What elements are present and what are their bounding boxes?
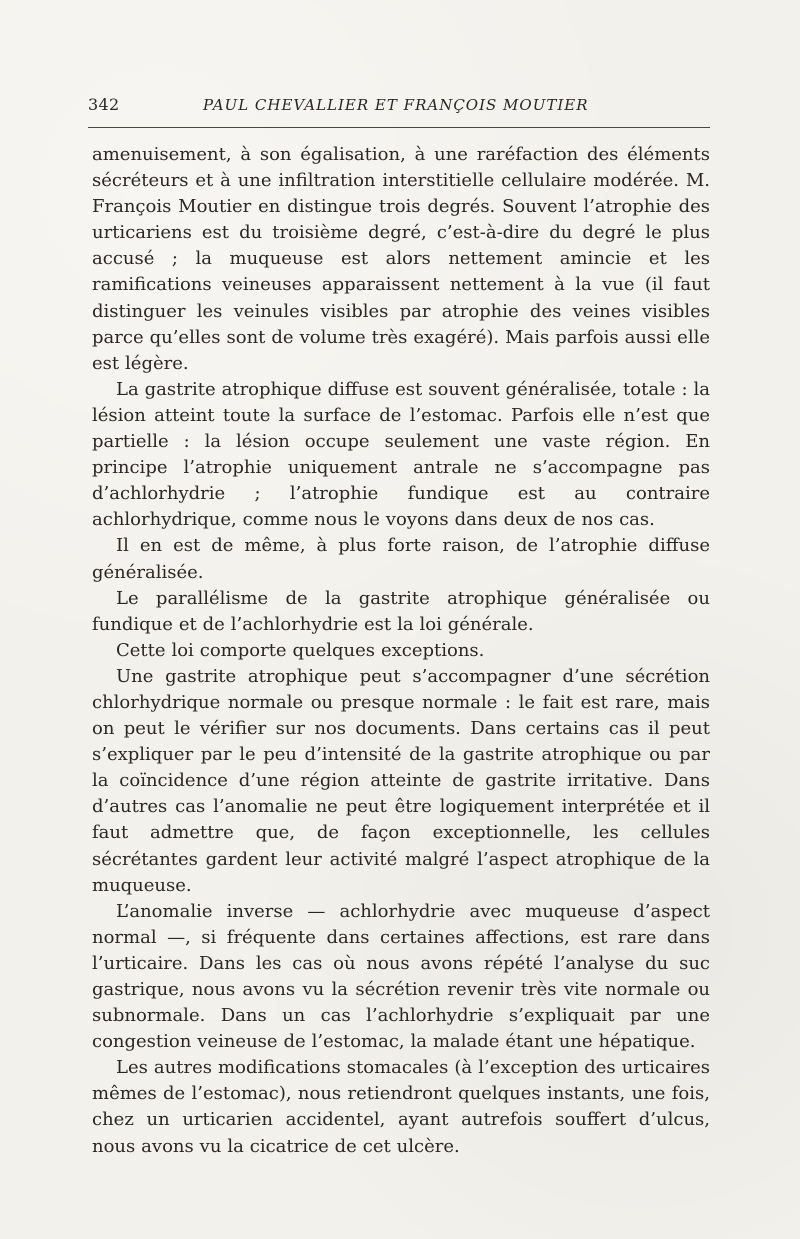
page-header: [88, 96, 710, 132]
page-number: 342: [88, 95, 120, 114]
paragraph-exceptions: Cette loi comporte quelques exceptions.: [116, 639, 485, 661]
paragraph-continuation: amenuisement, à son égalisation, à une raréfaction des éléments sécréteurs et à une infiltration interstitielle cellulaire modérée. M. François Moutier en distingue trois degrés. Souvent l’atrophie des urticariens est du troisième degré, c’est-à-dire du degré le plus accusé ; la muqueuse est alors nettement amincie et les ramifications veineuses apparaissent nettement à la vue (il faut distinguer les veinules visibles par atrophie des veines visibles parce qu’elles sont de volume très exagéré). Mais parfois aussi elle est légère.: [92, 144, 710, 374]
header-divider: [88, 127, 710, 128]
paragraph-other-modifications: Les autres modifications stomacales (à l’exception des urticaires mêmes de l’estomac), nous retiendront quelques instants, une fois, chez un urticarien accidentel, ayant autrefois souffert d’ulcus, nous avons vu la cicatrice de cet ulcère.: [92, 1057, 710, 1157]
body-text: [92, 142, 710, 1160]
paragraph-parallelism: Le parallélisme de la gastrite atrophique généralisée ou fundique et de l’achlorhydrie est la loi générale.: [92, 587, 710, 635]
paragraph-inverse-anomaly: L’anomalie inverse — achlorhydrie avec muqueuse d’aspect normal —, si fréquente dans certaines affections, est rare dans l’urticaire. Dans les cas où nous avons répété l’analyse du suc gastrique, nous avons vu la sécrétion revenir très vite normale ou subnormale. Dans un cas l’achlorhydrie s’expliquait par une congestion veineuse de l’estomac, la malade étant une hépatique.: [92, 900, 710, 1053]
paragraph-generalized-atrophy: Il en est de même, à plus forte raison, de l’atrophie diffuse généralisée.: [92, 535, 710, 583]
paragraph-normal-secretion: Une gastrite atrophique peut s’accompagner d’une sécrétion chlorhydrique normale ou presque normale : le fait est rare, mais on peut le vérifier sur nos documents. Dans certains cas il peut s’expliquer par le peu d’intensité de la gastrite atrophique ou par la coïncidence d’une région atteinte de gastrite irritative. Dans d’autres cas l’anomalie ne peut être logiquement interprétée et il faut admettre que, de façon exceptionnelle, les cellules sécrétantes gardent leur activité malgré l’aspect atrophique de la muqueuse.: [92, 665, 710, 896]
paragraph-diffuse-gastritis: La gastrite atrophique diffuse est souvent généralisée, totale : la lésion atteint toute la surface de l’estomac. Parfois elle n’est que partielle : la lésion occupe seulement une vaste région. En principe l’atrophie uniquement antrale ne s’accompagne pas d’achlorhydrie ; l’atrophie fundique est au contraire achlorhydrique, comme nous le voyons dans deux de nos cas.: [92, 378, 710, 531]
running-head: PAUL CHEVALLIER ET FRANÇOIS MOUTIER: [203, 96, 589, 114]
